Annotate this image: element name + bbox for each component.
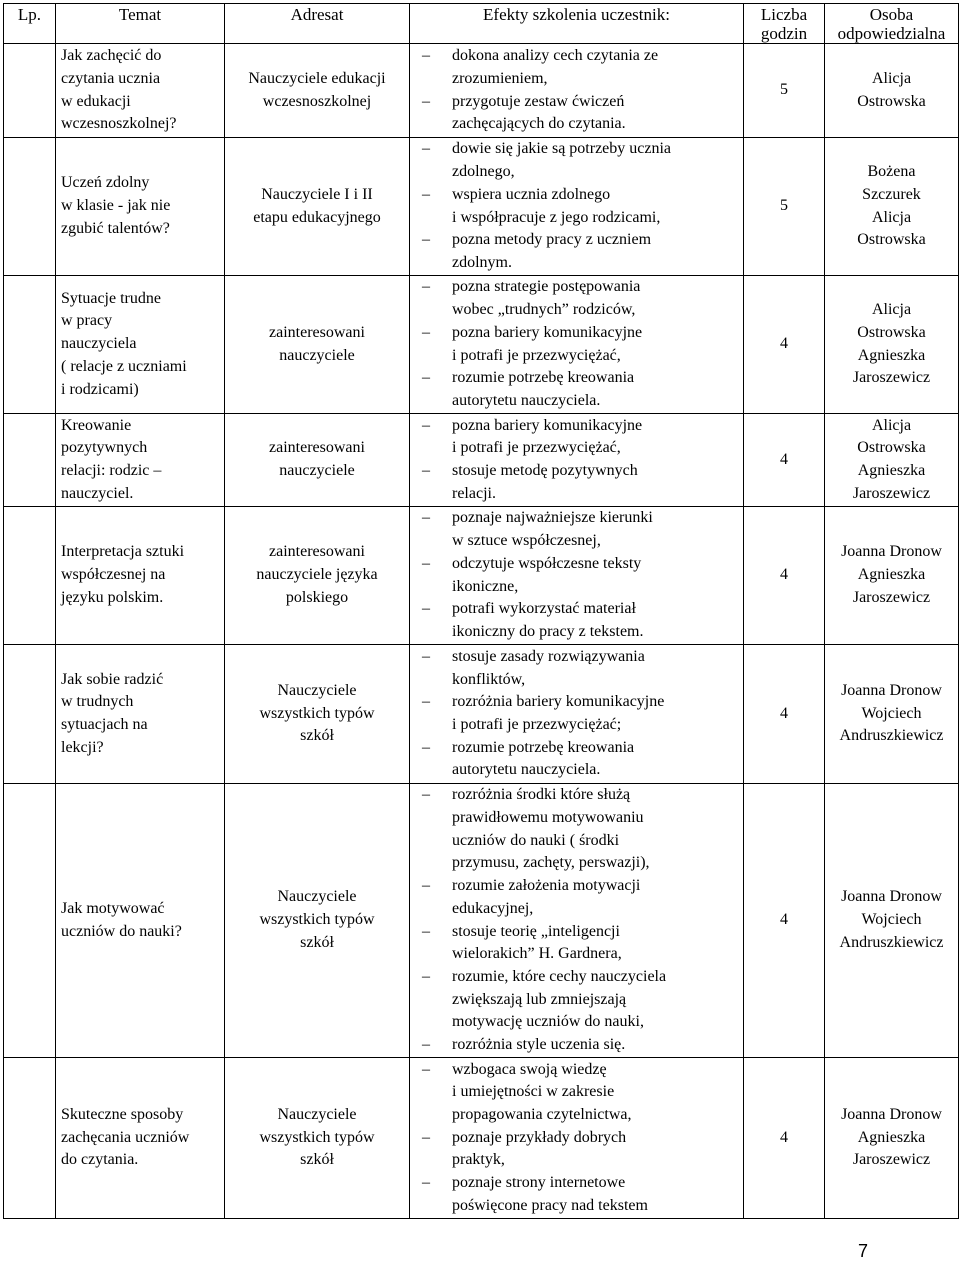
cell-temat-line: lekcji? bbox=[61, 738, 104, 756]
cell-liczba-godzin: 5 bbox=[744, 44, 825, 138]
cell-liczba-godzin: 4 bbox=[744, 276, 825, 414]
cell-osoba-line: Agnieszka bbox=[857, 566, 926, 584]
effect-item bbox=[418, 229, 739, 274]
effect-item bbox=[418, 691, 739, 736]
header-efekty: Efekty szkolenia uczestnik: bbox=[410, 4, 744, 44]
effect-line: wzbogaca swoją wiedzę bbox=[452, 1060, 607, 1078]
effect-line: dokona analizy cech czytania ze bbox=[452, 47, 659, 65]
effect-item bbox=[418, 138, 739, 183]
effect-item bbox=[418, 45, 739, 90]
effect-line: motywację uczniów do nauki, bbox=[452, 1013, 644, 1031]
effect-line: odczytuje współczesne teksty bbox=[452, 554, 642, 572]
page-number: 7 bbox=[858, 1241, 869, 1261]
cell-lp bbox=[4, 44, 56, 138]
cell-temat bbox=[56, 138, 225, 276]
effect-item bbox=[418, 1172, 739, 1217]
cell-temat-line: pozytywnych bbox=[61, 439, 148, 457]
cell-liczba-godzin: 4 bbox=[744, 507, 825, 645]
cell-lp bbox=[4, 414, 56, 507]
effect-line: pozna strategie postępowania bbox=[452, 278, 641, 296]
cell-osoba-line: Alicja bbox=[871, 69, 912, 87]
training-table bbox=[3, 3, 959, 1219]
cell-adresat-line: zainteresowani bbox=[269, 323, 365, 341]
effect-line: i potrafi je przezwyciężać, bbox=[452, 439, 621, 457]
cell-adresat-line: nauczyciele języka bbox=[256, 566, 378, 584]
cell-osoba-line: Agnieszka bbox=[857, 346, 926, 364]
effect-line: poznaje przykłady dobrych bbox=[452, 1128, 627, 1146]
effect-line: autorytetu nauczyciela. bbox=[452, 391, 601, 409]
cell-osoba-line: Joanna Dronow bbox=[841, 888, 942, 906]
cell-temat bbox=[56, 44, 225, 138]
effect-line: rozróżnia bariery komunikacyjne bbox=[452, 693, 665, 711]
cell-osoba-line: Joanna Dronow bbox=[841, 543, 942, 561]
cell-osoba-line: Agnieszka bbox=[857, 462, 926, 479]
effects-list bbox=[418, 784, 739, 1056]
cell-temat-line: czytania ucznia bbox=[61, 69, 161, 87]
cell-adresat-line: nauczyciele bbox=[279, 462, 355, 479]
effect-line: zwiększają lub zmniejszają bbox=[452, 990, 627, 1008]
cell-temat-line: sytuacjach na bbox=[61, 716, 148, 733]
cell-adresat-line: Nauczyciele edukacji bbox=[248, 69, 386, 87]
effect-item bbox=[418, 367, 739, 412]
cell-osoba bbox=[825, 414, 959, 507]
cell-adresat-line: Nauczyciele bbox=[277, 888, 357, 906]
effects-list bbox=[418, 1059, 739, 1218]
effect-line: praktyk, bbox=[452, 1151, 505, 1169]
effect-line: propagowania czytelnictwa, bbox=[452, 1105, 632, 1123]
cell-temat-line: Interpretacja sztuki bbox=[61, 543, 185, 561]
dash-bullet-icon: – bbox=[422, 92, 430, 110]
cell-osoba-line: Jaroszewicz bbox=[852, 484, 931, 502]
cell-lp bbox=[4, 1058, 56, 1219]
table-row bbox=[4, 784, 959, 1058]
effect-line: relacji. bbox=[452, 484, 496, 502]
cell-efekty bbox=[410, 44, 744, 138]
cell-adresat-line: wszystkich typów bbox=[259, 704, 375, 722]
effect-item bbox=[418, 276, 739, 321]
effects-list bbox=[418, 646, 739, 782]
cell-adresat-line: polskiego bbox=[285, 588, 349, 606]
effect-line: poświęcone pracy nad tekstem bbox=[452, 1196, 648, 1214]
cell-temat bbox=[56, 784, 225, 1058]
cell-temat-line: ( relacje z uczniami bbox=[61, 357, 187, 375]
cell-osoba bbox=[825, 276, 959, 414]
cell-lp bbox=[4, 784, 56, 1058]
cell-temat-line: Jak sobie radzić bbox=[61, 670, 164, 688]
cell-efekty bbox=[410, 784, 744, 1058]
cell-lp bbox=[4, 507, 56, 645]
cell-adresat bbox=[225, 784, 410, 1058]
cell-efekty bbox=[410, 507, 744, 645]
dash-bullet-icon: – bbox=[422, 877, 430, 895]
cell-osoba-line: Alicja bbox=[871, 301, 912, 319]
dash-bullet-icon: – bbox=[422, 738, 430, 756]
cell-lp bbox=[4, 138, 56, 276]
effect-item bbox=[418, 784, 739, 875]
effect-line: i potrafi je przezwyciężać, bbox=[452, 346, 621, 364]
dash-bullet-icon: – bbox=[422, 1128, 430, 1146]
cell-osoba-line: Ostrowska bbox=[857, 231, 926, 249]
cell-efekty bbox=[410, 138, 744, 276]
cell-temat-line: nauczyciela bbox=[61, 335, 137, 353]
effects-list bbox=[418, 276, 739, 412]
cell-temat bbox=[56, 276, 225, 414]
cell-efekty bbox=[410, 414, 744, 507]
effect-line: stosuje metodę pozytywnych bbox=[452, 462, 638, 479]
cell-temat-line: w trudnych bbox=[61, 693, 134, 711]
table-row bbox=[4, 1058, 959, 1219]
dash-bullet-icon: – bbox=[422, 416, 430, 434]
effect-item bbox=[418, 415, 739, 460]
cell-osoba-line: Joanna Dronow bbox=[841, 1105, 942, 1123]
dash-bullet-icon: – bbox=[422, 323, 430, 341]
cell-temat-line: Skuteczne sposoby bbox=[61, 1105, 184, 1123]
cell-liczba-godzin: 4 bbox=[744, 784, 825, 1058]
cell-temat-line: Sytuacje trudne bbox=[61, 289, 161, 307]
cell-adresat-line: zainteresowani bbox=[269, 543, 365, 561]
effect-line: pozna bariery komunikacyjne bbox=[452, 416, 643, 434]
cell-liczba-godzin: 4 bbox=[744, 645, 825, 784]
cell-lp bbox=[4, 276, 56, 414]
cell-temat-line: zachęcania uczniów bbox=[61, 1128, 190, 1146]
cell-temat-line: w edukacji bbox=[61, 92, 131, 110]
cell-osoba-line: Ostrowska bbox=[857, 323, 926, 341]
effects-list bbox=[418, 507, 739, 643]
effect-line: i potrafi je przezwyciężać; bbox=[452, 716, 622, 733]
effect-item bbox=[418, 322, 739, 367]
effects-list bbox=[418, 45, 739, 136]
cell-temat bbox=[56, 1058, 225, 1219]
effect-line: przymusu, zachęty, perswazji), bbox=[452, 854, 650, 872]
effect-item bbox=[418, 966, 739, 1034]
cell-adresat-line: zainteresowani bbox=[269, 439, 365, 457]
effect-line: wspiera ucznia zdolnego bbox=[452, 185, 611, 203]
effect-line: dowie się jakie są potrzeby ucznia bbox=[452, 140, 672, 158]
effect-line: poznaje najważniejsze kierunki bbox=[452, 509, 653, 527]
dash-bullet-icon: – bbox=[422, 922, 430, 940]
cell-osoba bbox=[825, 645, 959, 784]
table-row bbox=[4, 138, 959, 276]
effect-line: rozróżnia środki które służą bbox=[452, 786, 631, 804]
dash-bullet-icon: – bbox=[422, 1060, 430, 1078]
cell-adresat-line: szkół bbox=[300, 933, 334, 951]
cell-osoba-line: Wojciech bbox=[861, 911, 922, 929]
cell-adresat-line: Nauczyciele bbox=[277, 1105, 357, 1123]
cell-osoba-line: Andruszkiewicz bbox=[839, 933, 944, 951]
cell-temat-line: Jak zachęcić do bbox=[61, 47, 162, 65]
cell-osoba bbox=[825, 138, 959, 276]
effect-item bbox=[418, 921, 739, 966]
cell-adresat bbox=[225, 138, 410, 276]
cell-temat-line: w klasie - jak nie bbox=[61, 197, 171, 215]
header-lp: Lp. bbox=[4, 4, 56, 44]
cell-osoba-line: Bożena bbox=[867, 163, 916, 181]
cell-efekty bbox=[410, 276, 744, 414]
effect-item bbox=[418, 1034, 739, 1057]
effect-line: rozumie potrzebę kreowania bbox=[452, 369, 635, 387]
table-row bbox=[4, 414, 959, 507]
table-row bbox=[4, 507, 959, 645]
dash-bullet-icon: – bbox=[422, 600, 430, 618]
effect-item bbox=[418, 91, 739, 136]
cell-temat-line: do czytania. bbox=[61, 1151, 139, 1169]
effect-line: edukacyjnej, bbox=[452, 899, 534, 917]
cell-osoba-line: Alicja bbox=[871, 208, 912, 226]
effect-line: zdolnym. bbox=[452, 253, 512, 271]
cell-adresat-line: nauczyciele bbox=[279, 346, 355, 364]
header-liczba-godzin: Liczba godzin bbox=[744, 4, 825, 44]
cell-lp bbox=[4, 645, 56, 784]
effect-line: potrafi wykorzystać materiał bbox=[452, 600, 636, 618]
cell-adresat-line: wszystkich typów bbox=[259, 1128, 375, 1146]
dash-bullet-icon: – bbox=[422, 509, 430, 527]
cell-temat-line: nauczyciel. bbox=[61, 484, 134, 502]
dash-bullet-icon: – bbox=[422, 47, 430, 65]
cell-liczba-godzin: 4 bbox=[744, 1058, 825, 1219]
cell-temat-line: współczesnej na bbox=[61, 566, 166, 584]
cell-adresat-line: szkół bbox=[300, 727, 334, 745]
effect-line: przygotuje zestaw ćwiczeń bbox=[452, 92, 625, 110]
effect-item bbox=[418, 507, 739, 552]
table-row bbox=[4, 645, 959, 784]
cell-temat-line: języku polskim. bbox=[61, 588, 164, 606]
cell-temat-line: zgubić talentów? bbox=[61, 219, 170, 237]
dash-bullet-icon: – bbox=[422, 1036, 430, 1054]
dash-bullet-icon: – bbox=[422, 1174, 430, 1192]
cell-temat-line: Jak motywować bbox=[61, 899, 165, 917]
effect-item bbox=[418, 184, 739, 229]
cell-temat-line: wczesnoszkolnej? bbox=[61, 115, 177, 133]
header-temat: Temat bbox=[56, 4, 225, 44]
effect-item bbox=[418, 875, 739, 920]
cell-adresat bbox=[225, 507, 410, 645]
effect-line: prawidłowemu motywowaniu bbox=[452, 808, 644, 826]
effect-line: pozna bariery komunikacyjne bbox=[452, 323, 643, 341]
cell-adresat-line: Nauczyciele I i II bbox=[261, 185, 373, 203]
effect-item bbox=[418, 646, 739, 691]
cell-efekty bbox=[410, 1058, 744, 1219]
cell-osoba bbox=[825, 507, 959, 645]
effect-line: zachęcających do czytania. bbox=[452, 115, 626, 133]
cell-osoba-line: Agnieszka bbox=[857, 1128, 926, 1146]
dash-bullet-icon: – bbox=[422, 185, 430, 203]
cell-temat-line: Kreowanie bbox=[61, 416, 132, 434]
effect-line: i umiejętności w zakresie bbox=[452, 1083, 615, 1101]
effect-line: stosuje zasady rozwiązywania bbox=[452, 647, 645, 665]
cell-osoba-line: Jaroszewicz bbox=[852, 588, 931, 606]
effect-line: w sztuce współczesnej, bbox=[452, 532, 601, 550]
effect-item bbox=[418, 737, 739, 782]
effect-line: wobec „trudnych” rodziców, bbox=[452, 301, 636, 319]
dash-bullet-icon: – bbox=[422, 554, 430, 572]
cell-temat-line: relacji: rodzic – bbox=[61, 462, 162, 479]
table-row bbox=[4, 276, 959, 414]
cell-adresat-line: wczesnoszkolnej bbox=[262, 92, 372, 110]
cell-osoba-line: Joanna Dronow bbox=[841, 681, 942, 699]
effect-item bbox=[418, 553, 739, 598]
dash-bullet-icon: – bbox=[422, 231, 430, 249]
cell-efekty bbox=[410, 645, 744, 784]
cell-adresat bbox=[225, 276, 410, 414]
cell-adresat-line: szkół bbox=[300, 1151, 334, 1169]
cell-adresat bbox=[225, 645, 410, 784]
cell-adresat bbox=[225, 44, 410, 138]
effect-line: ikoniczne, bbox=[452, 577, 519, 595]
cell-adresat bbox=[225, 414, 410, 507]
cell-osoba bbox=[825, 44, 959, 138]
dash-bullet-icon: – bbox=[422, 967, 430, 985]
cell-osoba-line: Wojciech bbox=[861, 704, 922, 722]
cell-osoba-line: Alicja bbox=[871, 416, 912, 434]
effect-line: poznaje strony internetowe bbox=[452, 1174, 626, 1192]
dash-bullet-icon: – bbox=[422, 140, 430, 158]
effect-line: rozumie, które cechy nauczyciela bbox=[452, 967, 667, 985]
effect-line: stosuje teorię „inteligencji bbox=[452, 922, 620, 940]
cell-osoba bbox=[825, 784, 959, 1058]
header-adresat: Adresat bbox=[225, 4, 410, 44]
dash-bullet-icon: – bbox=[422, 278, 430, 296]
table-body bbox=[4, 44, 959, 1219]
effect-line: rozróżnia style uczenia się. bbox=[452, 1036, 626, 1054]
effect-line: wielorakich” H. Gardnera, bbox=[452, 945, 622, 963]
effect-line: rozumie założenia motywacji bbox=[452, 877, 641, 895]
cell-osoba-line: Andruszkiewicz bbox=[839, 727, 944, 745]
effect-line: uczniów do nauki ( środki bbox=[452, 831, 620, 849]
cell-adresat-line: etapu edukacyjnego bbox=[253, 208, 381, 226]
cell-adresat-line: wszystkich typów bbox=[259, 911, 375, 929]
dash-bullet-icon: – bbox=[422, 369, 430, 387]
cell-liczba-godzin: 4 bbox=[744, 414, 825, 507]
cell-osoba-line: Ostrowska bbox=[857, 92, 926, 110]
cell-osoba-line: Ostrowska bbox=[857, 439, 926, 457]
effects-list bbox=[418, 415, 739, 506]
effect-line: ikoniczny do pracy z tekstem. bbox=[452, 622, 644, 640]
cell-liczba-godzin: 5 bbox=[744, 138, 825, 276]
cell-osoba-line: Jaroszewicz bbox=[852, 369, 931, 387]
header-osoba-odpowiedzialna: Osoba odpowiedzialna bbox=[825, 4, 959, 44]
cell-temat bbox=[56, 645, 225, 784]
effect-line: pozna metody pracy z uczniem bbox=[452, 231, 652, 249]
dash-bullet-icon: – bbox=[422, 693, 430, 711]
effect-line: i współpracuje z jego rodzicami, bbox=[452, 208, 661, 226]
effect-line: autorytetu nauczyciela. bbox=[452, 761, 601, 779]
effect-line: rozumie potrzebę kreowania bbox=[452, 738, 635, 756]
cell-osoba-line: Szczurek bbox=[862, 185, 921, 203]
effects-list bbox=[418, 138, 739, 274]
dash-bullet-icon: – bbox=[422, 786, 430, 804]
effect-item bbox=[418, 460, 739, 505]
effect-item bbox=[418, 1059, 739, 1127]
effect-line: konfliktów, bbox=[452, 670, 526, 688]
cell-osoba bbox=[825, 1058, 959, 1219]
effect-line: zrozumieniem, bbox=[452, 69, 548, 87]
table-row bbox=[4, 44, 959, 138]
cell-temat-line: i rodzicami) bbox=[61, 380, 139, 398]
cell-temat-line: uczniów do nauki? bbox=[61, 922, 182, 940]
cell-adresat bbox=[225, 1058, 410, 1219]
cell-temat-line: w pracy bbox=[61, 312, 113, 330]
effect-item bbox=[418, 598, 739, 643]
header-row bbox=[4, 4, 959, 44]
effect-item bbox=[418, 1127, 739, 1172]
cell-temat bbox=[56, 414, 225, 507]
cell-temat-line: Uczeń zdolny bbox=[61, 174, 150, 192]
dash-bullet-icon: – bbox=[422, 462, 430, 479]
effect-line: zdolnego, bbox=[452, 163, 515, 181]
cell-osoba-line: Jaroszewicz bbox=[852, 1151, 931, 1169]
dash-bullet-icon: – bbox=[422, 647, 430, 665]
cell-temat bbox=[56, 507, 225, 645]
cell-adresat-line: Nauczyciele bbox=[277, 681, 357, 699]
